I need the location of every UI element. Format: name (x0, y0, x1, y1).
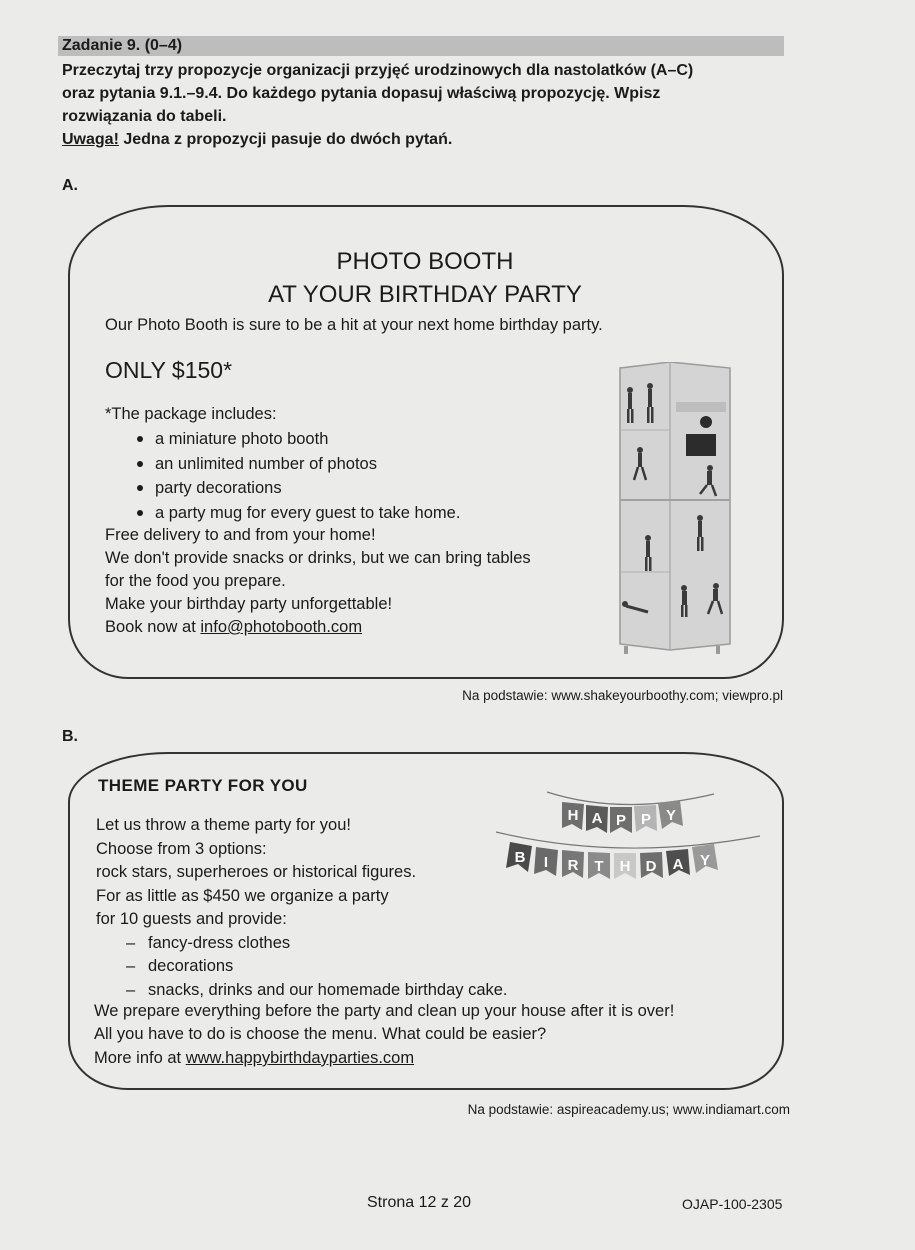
banner-letter: H (567, 807, 579, 824)
banner-flag (534, 847, 558, 876)
banner-flag (562, 850, 584, 878)
photo-booth-illustration (612, 362, 732, 658)
info-url-link[interactable]: www.happybirthdayparties.com (185, 1049, 415, 1067)
banner-letter: A (591, 810, 603, 827)
section-b-source: Na podstawie: aspireacademy.us; www.indiamart.com (467, 1102, 790, 1117)
booking-prefix: Book now at (105, 618, 201, 636)
section-a-snacks-line1: We don't provide snacks or drinks, but we can bring tables (105, 549, 531, 567)
section-a-price: ONLY $150* (105, 357, 233, 383)
section-a-unforgettable: Make your birthday party unforgettable! (105, 595, 393, 613)
section-a-letter: A. (62, 177, 78, 194)
section-b-letter: B. (62, 728, 78, 745)
banner-flag (692, 844, 718, 873)
section-a-source: Na podstawie: www.shakeyourboothy.com; viewpro.pl (462, 688, 783, 703)
section-a-package-list (106, 427, 460, 525)
banner-letter: I (543, 854, 549, 871)
banner-letter: R (567, 857, 579, 874)
list-item: – decorations (96, 955, 508, 979)
banner-letter: A (672, 856, 684, 873)
banner-flag (634, 805, 657, 832)
body-line: for 10 guests and provide: (96, 910, 287, 928)
warning-line (62, 128, 782, 151)
page-number: Strona 12 z 20 (367, 1194, 472, 1211)
banner-flag (562, 802, 584, 830)
section-a-package-label: *The package includes: (105, 405, 277, 423)
task-instructions (62, 59, 782, 151)
list-item: a miniature photo booth (155, 427, 460, 452)
body-line: For as little as $450 we organize a party (96, 886, 389, 905)
section-a-delivery: Free delivery to and from your home! (105, 526, 376, 544)
instruction-line: Przeczytaj trzy propozycje organizacji przyjęć urodzinowych dla nastolatków (A–C) (62, 62, 694, 79)
banner-flag (614, 853, 636, 879)
banner-flag (658, 800, 683, 829)
banner-letter: P (640, 811, 652, 828)
warning-text: Jedna z propozycji pasuje do dwóch pytań. (118, 131, 453, 148)
booking-email-link[interactable]: info@photobooth.com (200, 618, 363, 636)
banner-flag (640, 852, 663, 878)
section-a-title-line2: AT YOUR BIRTHDAY PARTY (268, 281, 582, 308)
info-prefix: More info at (94, 1049, 186, 1067)
section-b-menu: All you have to do is choose the menu. What could be easier? (94, 1025, 547, 1043)
section-b-info (94, 1047, 414, 1071)
section-b-body (96, 814, 508, 1002)
body-line: Choose from 3 options: (96, 839, 267, 858)
banner-letter: T (594, 858, 604, 875)
list-item: a party mug for every guest to take home. (155, 501, 460, 526)
banner-flag (586, 805, 608, 833)
section-b-title: THEME PARTY FOR YOU (98, 776, 308, 795)
banner-flag (610, 807, 632, 833)
instruction-line: oraz pytania 9.1.–9.4. Do każdego pytania dopasuj właściwą propozycję. Wpisz (62, 85, 661, 102)
task-title: Zadanie 9. (0–4) (62, 37, 183, 54)
instruction-line: rozwiązania do tabeli. (62, 108, 227, 125)
banner-flag (588, 852, 610, 879)
exam-code: OJAP-100-2305 (682, 1196, 783, 1212)
list-item: – snacks, drinks and our homemade birthday cake. (96, 979, 508, 1003)
list-item: – fancy-dress clothes (96, 932, 508, 956)
body-line: Let us throw a theme party for you! (96, 816, 351, 834)
section-b-prepare: We prepare everything before the party and clean up your house after it is over! (94, 1002, 675, 1020)
section-b-provide-list (96, 932, 508, 1003)
list-item: party decorations (155, 476, 460, 501)
list-item: an unlimited number of photos (155, 452, 460, 477)
section-a-snacks-line2: for the food you prepare. (105, 572, 286, 590)
warning-label: Uwaga! (62, 131, 119, 148)
banner-flag (666, 849, 690, 876)
section-a-booking (105, 616, 362, 639)
banner-letter: Y (699, 852, 711, 869)
banner-letter: Y (665, 807, 677, 824)
banner-letter: H (619, 858, 631, 875)
section-a-title-line1: PHOTO BOOTH (336, 248, 514, 275)
banner-flag (506, 842, 532, 872)
body-line: rock stars, superheroes or historical figures. (96, 863, 417, 881)
section-a-intro: Our Photo Booth is sure to be a hit at your next home birthday party. (105, 316, 603, 334)
banner-letter: D (645, 858, 657, 875)
banner-letter: B (514, 849, 526, 866)
happy-birthday-banner (492, 784, 772, 894)
banner-letter: P (615, 812, 627, 829)
